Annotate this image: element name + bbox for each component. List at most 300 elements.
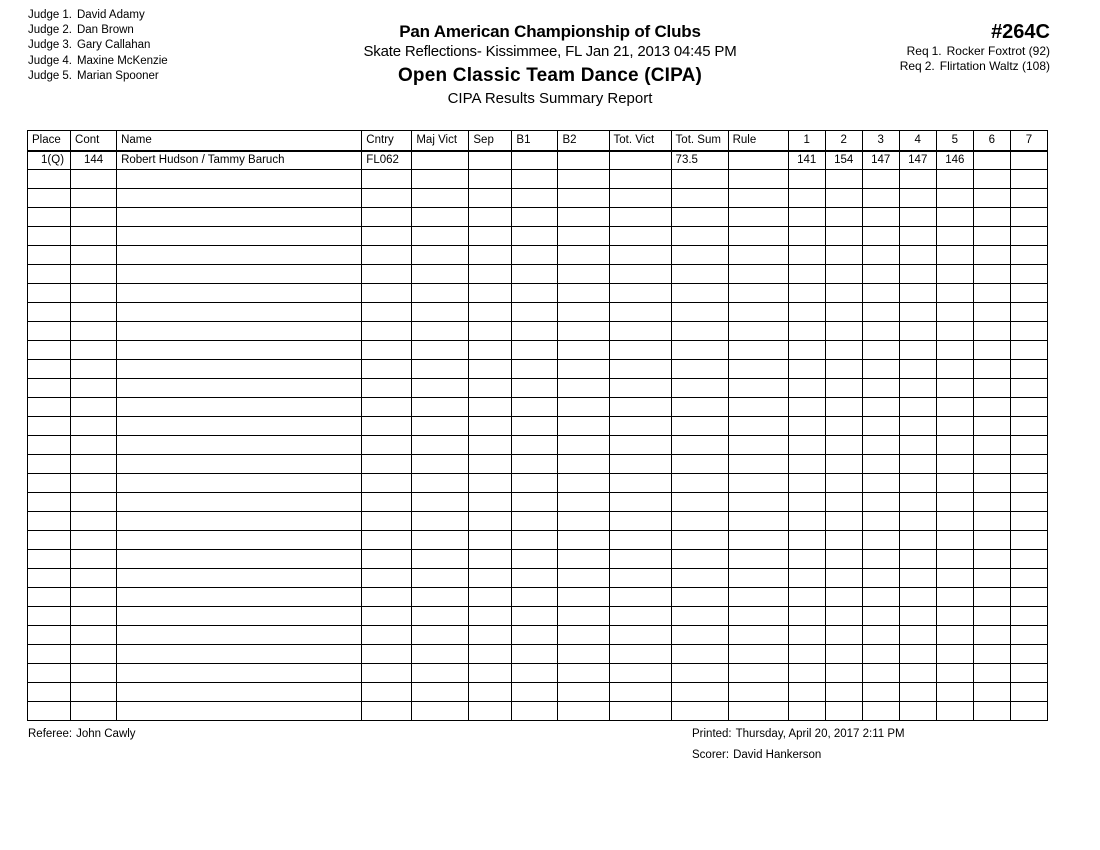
- table-row-empty[interactable]: [28, 531, 1048, 550]
- cell-empty: [936, 531, 973, 550]
- cell-empty: [117, 626, 362, 645]
- judge-name: David Adamy: [76, 9, 145, 21]
- judge-number: 5.: [62, 69, 72, 82]
- cell-judge-7: [1010, 151, 1047, 170]
- table-row-empty[interactable]: [28, 512, 1048, 531]
- cell-empty: [469, 474, 512, 493]
- cell-empty: [558, 702, 609, 721]
- referee-label: Referee:: [28, 728, 73, 740]
- cell-empty: [788, 341, 825, 360]
- cell-empty: [362, 664, 412, 683]
- cell-empty: [825, 417, 862, 436]
- cell-empty: [71, 455, 117, 474]
- cell-empty: [71, 550, 117, 569]
- cell-empty: [71, 531, 117, 550]
- cell-empty: [412, 360, 469, 379]
- cell-empty: [558, 417, 609, 436]
- cell-empty: [412, 208, 469, 227]
- cell-empty: [936, 170, 973, 189]
- table-row-empty[interactable]: [28, 550, 1048, 569]
- cell-empty: [899, 550, 936, 569]
- cell-judge-3: 147: [862, 151, 899, 170]
- cell-cont: 144: [71, 151, 117, 170]
- cell-empty: [671, 246, 728, 265]
- cell-empty: [412, 436, 469, 455]
- table-row-empty[interactable]: [28, 208, 1048, 227]
- cell-empty: [28, 493, 71, 512]
- cell-empty: [609, 360, 671, 379]
- cell-empty: [728, 208, 788, 227]
- table-row-empty[interactable]: [28, 607, 1048, 626]
- cell-empty: [412, 474, 469, 493]
- cell-empty: [728, 664, 788, 683]
- cell-empty: [71, 265, 117, 284]
- cell-empty: [936, 512, 973, 531]
- cell-empty: [362, 550, 412, 569]
- cell-empty: [825, 455, 862, 474]
- cell-empty: [936, 550, 973, 569]
- cell-empty: [117, 683, 362, 702]
- cell-empty: [512, 284, 558, 303]
- cell-empty: [512, 170, 558, 189]
- venue-datetime-line: Skate Reflections- Kissimmee, FL Jan 21, 2013 04:45 PM: [363, 43, 737, 60]
- cell-empty: [862, 284, 899, 303]
- cell-empty: [936, 626, 973, 645]
- cell-empty: [825, 227, 862, 246]
- cell-empty: [671, 341, 728, 360]
- table-row-empty[interactable]: [28, 569, 1048, 588]
- cell-empty: [936, 607, 973, 626]
- cell-empty: [71, 569, 117, 588]
- printed-line: [692, 728, 905, 740]
- column-header-sep: Sep: [469, 131, 512, 151]
- cell-empty: [512, 246, 558, 265]
- cell-empty: [899, 284, 936, 303]
- cell-empty: [973, 607, 1010, 626]
- cell-empty: [671, 474, 728, 493]
- cell-empty: [899, 189, 936, 208]
- cell-empty: [899, 569, 936, 588]
- table-row-empty[interactable]: [28, 284, 1048, 303]
- cell-empty: [728, 683, 788, 702]
- table-row-empty[interactable]: [28, 702, 1048, 721]
- cell-empty: [728, 227, 788, 246]
- cell-empty: [1010, 569, 1047, 588]
- cell-empty: [1010, 531, 1047, 550]
- cell-empty: [28, 683, 71, 702]
- requirement-number: 2.: [924, 58, 935, 73]
- cell-empty: [609, 322, 671, 341]
- cell-empty: [609, 588, 671, 607]
- cell-empty: [362, 227, 412, 246]
- cell-empty: [862, 170, 899, 189]
- cell-empty: [825, 360, 862, 379]
- cell-empty: [469, 303, 512, 322]
- cell-empty: [412, 322, 469, 341]
- table-body: [28, 151, 1048, 721]
- cell-empty: [671, 379, 728, 398]
- cell-judge-6: [973, 151, 1010, 170]
- cell-empty: [609, 645, 671, 664]
- cell-empty: [469, 512, 512, 531]
- table-row-empty[interactable]: [28, 360, 1048, 379]
- cell-empty: [671, 208, 728, 227]
- cell-empty: [362, 208, 412, 227]
- cell-empty: [899, 702, 936, 721]
- cell-empty: [609, 550, 671, 569]
- cell-empty: [28, 189, 71, 208]
- cell-empty: [512, 531, 558, 550]
- cell-empty: [362, 702, 412, 721]
- cell-empty: [788, 474, 825, 493]
- cell-empty: [609, 474, 671, 493]
- cell-empty: [936, 303, 973, 322]
- cell-empty: [1010, 455, 1047, 474]
- cell-empty: [362, 284, 412, 303]
- cell-empty: [788, 645, 825, 664]
- cell-empty: [117, 588, 362, 607]
- cell-empty: [558, 683, 609, 702]
- cell-empty: [609, 493, 671, 512]
- cell-empty: [609, 170, 671, 189]
- cell-empty: [28, 588, 71, 607]
- cell-empty: [609, 417, 671, 436]
- cell-empty: [1010, 322, 1047, 341]
- cell-empty: [899, 645, 936, 664]
- cell-empty: [362, 265, 412, 284]
- cell-empty: [469, 379, 512, 398]
- cell-empty: [609, 512, 671, 531]
- cell-empty: [362, 417, 412, 436]
- cell-empty: [825, 208, 862, 227]
- cell-empty: [788, 303, 825, 322]
- cell-b2: [558, 151, 609, 170]
- cell-empty: [117, 398, 362, 417]
- cell-empty: [71, 189, 117, 208]
- cell-empty: [362, 683, 412, 702]
- cell-empty: [558, 227, 609, 246]
- cell-empty: [117, 417, 362, 436]
- cell-empty: [28, 246, 71, 265]
- cell-judge-5: 146: [936, 151, 973, 170]
- cell-empty: [117, 493, 362, 512]
- cell-empty: [973, 189, 1010, 208]
- cell-empty: [788, 493, 825, 512]
- column-header-name: Name: [117, 131, 362, 151]
- cell-empty: [412, 512, 469, 531]
- cell-empty: [671, 626, 728, 645]
- table-header-row: [28, 131, 1048, 151]
- cell-empty: [512, 626, 558, 645]
- table-row-empty[interactable]: [28, 436, 1048, 455]
- cell-empty: [671, 702, 728, 721]
- cell-empty: [788, 436, 825, 455]
- cell-empty: [825, 569, 862, 588]
- cell-empty: [825, 322, 862, 341]
- cell-empty: [973, 360, 1010, 379]
- scorer-label: Scorer:: [692, 749, 730, 761]
- judge-label: Judge: [28, 39, 60, 52]
- cell-empty: [899, 322, 936, 341]
- table-row-empty[interactable]: [28, 341, 1048, 360]
- requirement-name: Flirtation Waltz (108): [939, 58, 1050, 73]
- cell-empty: [862, 398, 899, 417]
- cell-empty: [71, 512, 117, 531]
- cell-empty: [28, 322, 71, 341]
- cell-empty: [512, 208, 558, 227]
- table-row-empty[interactable]: [28, 588, 1048, 607]
- cell-empty: [973, 208, 1010, 227]
- table-row[interactable]: [28, 151, 1048, 170]
- cell-empty: [558, 379, 609, 398]
- cell-empty: [862, 189, 899, 208]
- cell-empty: [1010, 208, 1047, 227]
- table-row-empty[interactable]: [28, 493, 1048, 512]
- cell-empty: [469, 683, 512, 702]
- cell-empty: [469, 398, 512, 417]
- cell-empty: [671, 512, 728, 531]
- cell-empty: [671, 588, 728, 607]
- cell-empty: [1010, 607, 1047, 626]
- cell-empty: [936, 683, 973, 702]
- cell-empty: [671, 683, 728, 702]
- column-header-b1: B1: [512, 131, 558, 151]
- cell-empty: [862, 246, 899, 265]
- cell-empty: [1010, 265, 1047, 284]
- cell-empty: [609, 607, 671, 626]
- cell-empty: [117, 360, 362, 379]
- cell-place: 1(Q): [28, 151, 71, 170]
- cell-empty: [1010, 284, 1047, 303]
- cell-empty: [362, 246, 412, 265]
- cell-empty: [469, 569, 512, 588]
- cell-empty: [117, 645, 362, 664]
- cell-empty: [558, 493, 609, 512]
- cell-empty: [71, 645, 117, 664]
- cell-empty: [671, 607, 728, 626]
- cell-empty: [788, 702, 825, 721]
- cell-empty: [936, 645, 973, 664]
- requirement-entry: [900, 44, 1050, 59]
- cell-empty: [862, 512, 899, 531]
- cell-empty: [1010, 550, 1047, 569]
- cell-empty: [558, 322, 609, 341]
- cell-empty: [973, 436, 1010, 455]
- cell-empty: [973, 303, 1010, 322]
- cell-empty: [512, 265, 558, 284]
- cell-empty: [788, 189, 825, 208]
- cell-empty: [862, 626, 899, 645]
- cell-empty: [671, 493, 728, 512]
- table-row-empty[interactable]: [28, 645, 1048, 664]
- cell-empty: [788, 588, 825, 607]
- cell-empty: [899, 170, 936, 189]
- cell-empty: [671, 569, 728, 588]
- cell-empty: [936, 474, 973, 493]
- table-row-empty[interactable]: [28, 189, 1048, 208]
- column-header-judge-2: 2: [825, 131, 862, 151]
- table-row-empty[interactable]: [28, 683, 1048, 702]
- cell-empty: [512, 512, 558, 531]
- cell-empty: [899, 303, 936, 322]
- cell-empty: [28, 569, 71, 588]
- cell-empty: [899, 265, 936, 284]
- table-row-empty[interactable]: [28, 170, 1048, 189]
- cell-empty: [28, 341, 71, 360]
- cell-empty: [71, 360, 117, 379]
- cell-empty: [71, 664, 117, 683]
- cell-empty: [117, 702, 362, 721]
- cell-empty: [558, 341, 609, 360]
- cell-empty: [412, 493, 469, 512]
- cell-empty: [469, 341, 512, 360]
- cell-empty: [1010, 588, 1047, 607]
- cell-empty: [412, 607, 469, 626]
- cell-empty: [788, 360, 825, 379]
- cell-empty: [117, 189, 362, 208]
- cell-empty: [671, 265, 728, 284]
- cell-empty: [512, 227, 558, 246]
- cell-empty: [728, 607, 788, 626]
- cell-empty: [28, 626, 71, 645]
- table-row-empty[interactable]: [28, 417, 1048, 436]
- cell-empty: [671, 322, 728, 341]
- requirement-label: Req: [906, 44, 929, 58]
- cell-empty: [558, 208, 609, 227]
- cell-empty: [512, 588, 558, 607]
- cell-empty: [936, 417, 973, 436]
- table-row-empty[interactable]: [28, 322, 1048, 341]
- cell-empty: [862, 322, 899, 341]
- requirement-number: 1.: [931, 44, 942, 58]
- cell-cntry: FL062: [362, 151, 412, 170]
- cell-empty: [71, 683, 117, 702]
- cell-empty: [1010, 398, 1047, 417]
- cell-empty: [558, 170, 609, 189]
- cell-empty: [558, 398, 609, 417]
- cell-empty: [117, 246, 362, 265]
- cell-b1: [512, 151, 558, 170]
- cell-empty: [862, 607, 899, 626]
- column-header-rule: Rule: [728, 131, 788, 151]
- column-header-judge-5: 5: [936, 131, 973, 151]
- cell-empty: [899, 208, 936, 227]
- column-header-judge-4: 4: [899, 131, 936, 151]
- cell-empty: [862, 550, 899, 569]
- cell-empty: [469, 417, 512, 436]
- cell-empty: [862, 493, 899, 512]
- cell-empty: [788, 626, 825, 645]
- cell-empty: [862, 683, 899, 702]
- cell-empty: [671, 455, 728, 474]
- cell-empty: [117, 531, 362, 550]
- cell-empty: [899, 664, 936, 683]
- judge-name: Maxine McKenzie: [76, 54, 168, 67]
- cell-empty: [973, 493, 1010, 512]
- cell-empty: [469, 455, 512, 474]
- printed-label: Printed:: [692, 728, 732, 740]
- cell-empty: [609, 436, 671, 455]
- cell-empty: [469, 227, 512, 246]
- cell-empty: [117, 227, 362, 246]
- cell-tot-sum: 73.5: [671, 151, 728, 170]
- table-row-empty[interactable]: [28, 246, 1048, 265]
- table-row-empty[interactable]: [28, 398, 1048, 417]
- cell-empty: [671, 189, 728, 208]
- table-row-empty[interactable]: [28, 227, 1048, 246]
- referee-line: [28, 728, 136, 740]
- column-header-cntry: Cntry: [362, 131, 412, 151]
- cell-empty: [936, 322, 973, 341]
- cell-empty: [936, 702, 973, 721]
- cell-empty: [936, 189, 973, 208]
- table-row-empty[interactable]: [28, 379, 1048, 398]
- cell-empty: [788, 284, 825, 303]
- cell-empty: [558, 512, 609, 531]
- cell-empty: [28, 284, 71, 303]
- cell-empty: [412, 227, 469, 246]
- judge-number: 4.: [62, 54, 72, 67]
- cell-empty: [1010, 170, 1047, 189]
- cell-empty: [362, 474, 412, 493]
- class-title: Open Classic Team Dance (CIPA): [397, 65, 703, 86]
- cell-empty: [728, 398, 788, 417]
- cell-empty: [936, 379, 973, 398]
- table-row-empty[interactable]: [28, 455, 1048, 474]
- cell-empty: [412, 417, 469, 436]
- cell-empty: [609, 379, 671, 398]
- cell-empty: [362, 512, 412, 531]
- cell-empty: [788, 208, 825, 227]
- cell-empty: [558, 626, 609, 645]
- cell-empty: [728, 379, 788, 398]
- cell-empty: [28, 474, 71, 493]
- cell-empty: [899, 417, 936, 436]
- cell-empty: [28, 607, 71, 626]
- cell-empty: [973, 569, 1010, 588]
- cell-empty: [728, 360, 788, 379]
- cell-empty: [825, 170, 862, 189]
- event-title: Pan American Championship of Clubs: [399, 22, 701, 41]
- cell-empty: [936, 208, 973, 227]
- cell-empty: [512, 322, 558, 341]
- cell-empty: [469, 550, 512, 569]
- report-subtitle: CIPA Results Summary Report: [447, 90, 653, 107]
- cell-empty: [788, 550, 825, 569]
- cell-empty: [788, 227, 825, 246]
- cell-empty: [825, 531, 862, 550]
- cell-empty: [469, 360, 512, 379]
- table-row-empty[interactable]: [28, 265, 1048, 284]
- cell-empty: [512, 341, 558, 360]
- table-row-empty[interactable]: [28, 303, 1048, 322]
- cell-empty: [862, 645, 899, 664]
- cell-judge-4: 147: [899, 151, 936, 170]
- judge-name: Marian Spooner: [76, 69, 159, 82]
- table-row-empty[interactable]: [28, 474, 1048, 493]
- table-row-empty[interactable]: [28, 626, 1048, 645]
- cell-empty: [412, 569, 469, 588]
- cell-empty: [558, 474, 609, 493]
- cell-empty: [412, 341, 469, 360]
- cell-empty: [973, 550, 1010, 569]
- cell-empty: [28, 417, 71, 436]
- table-row-empty[interactable]: [28, 664, 1048, 683]
- cell-empty: [899, 246, 936, 265]
- cell-empty: [862, 303, 899, 322]
- cell-empty: [609, 265, 671, 284]
- cell-empty: [728, 531, 788, 550]
